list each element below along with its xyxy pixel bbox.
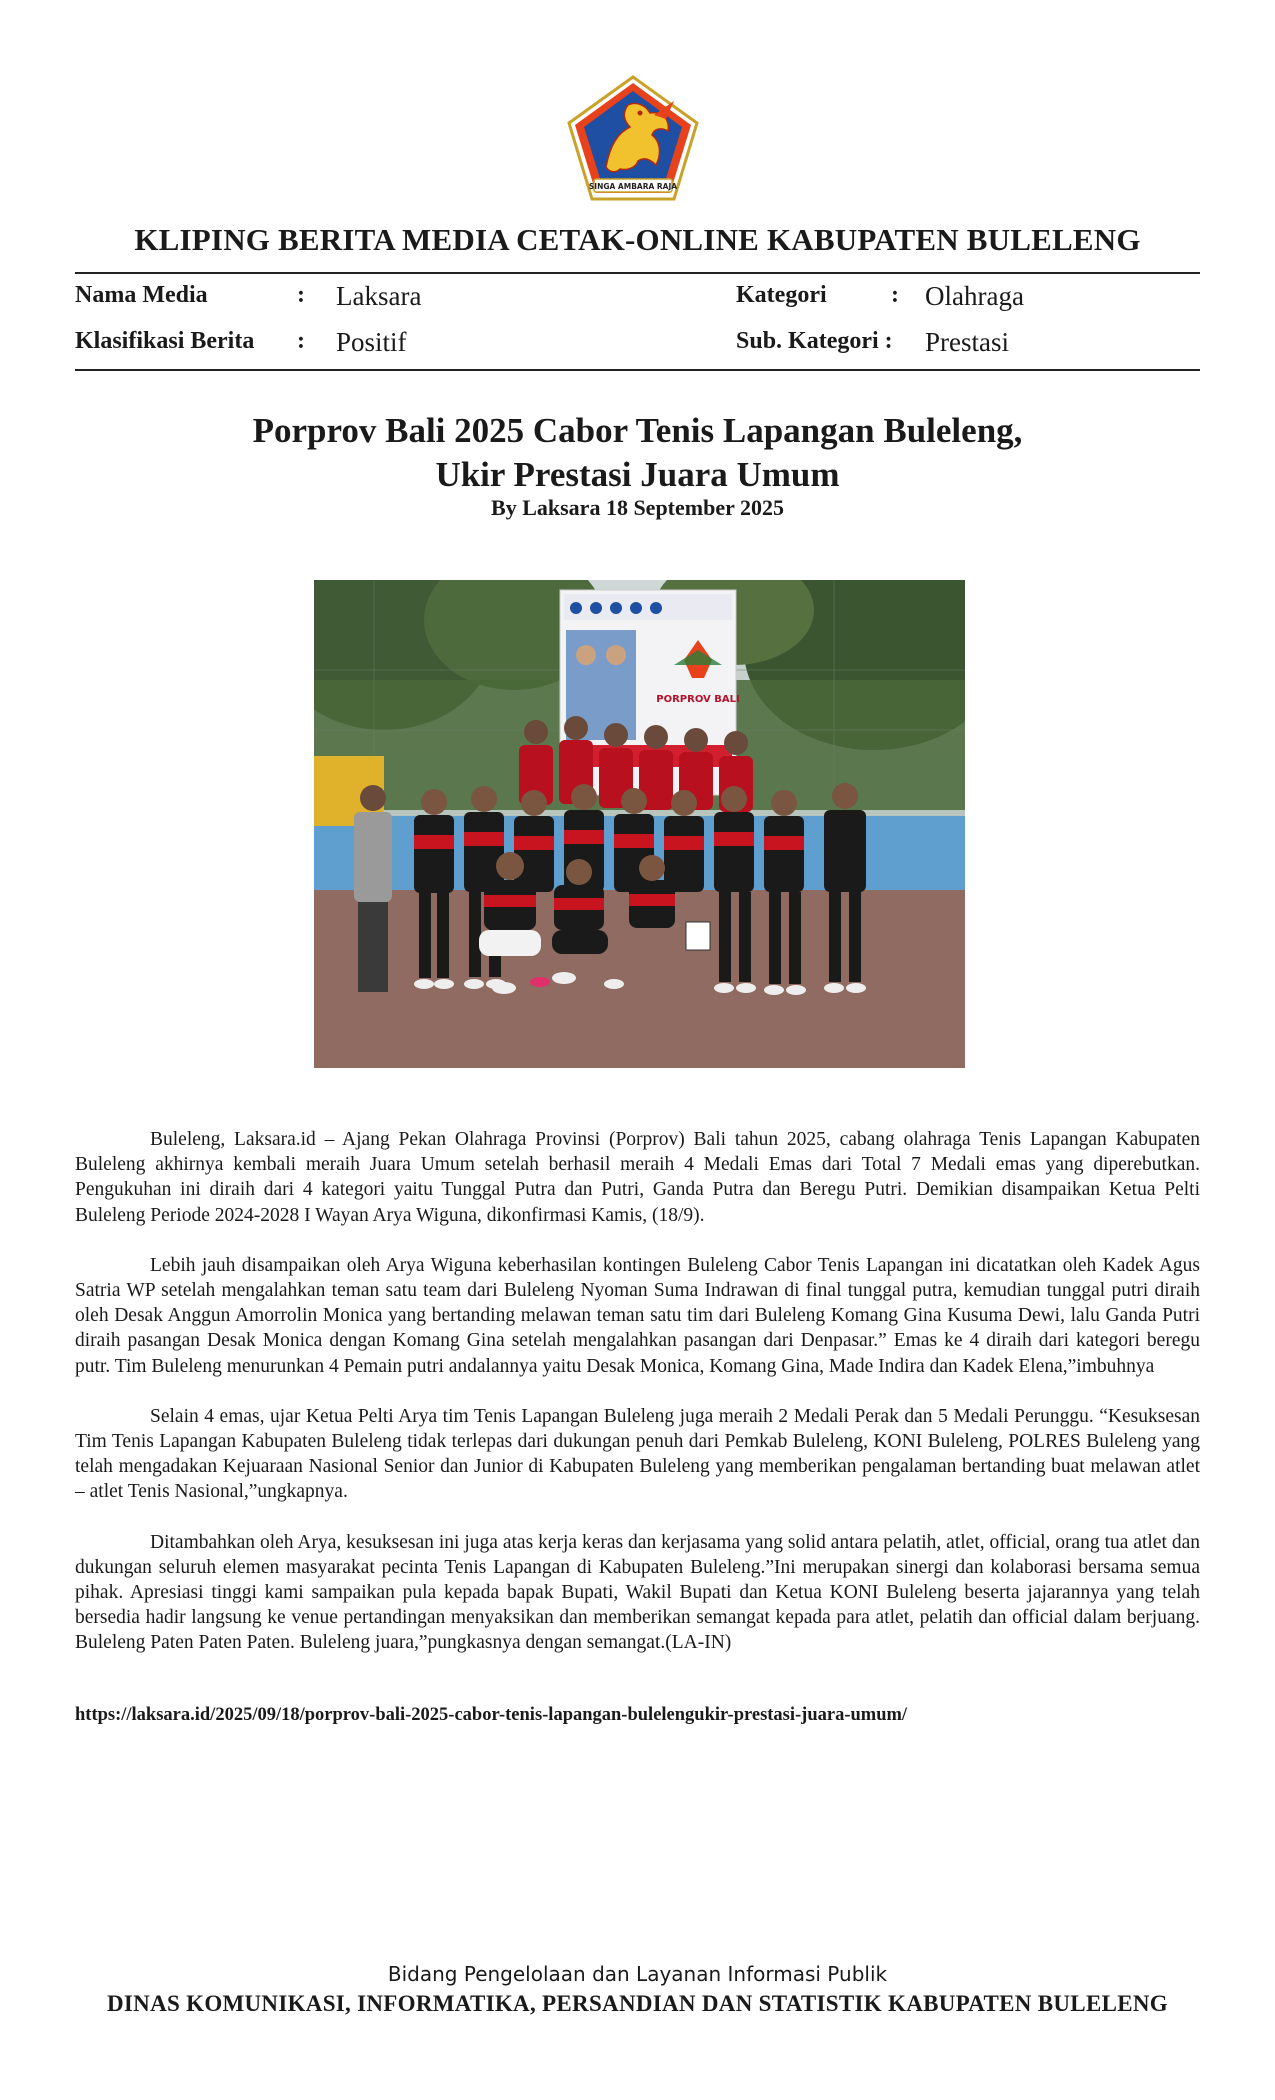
klasifikasi-label: Klasifikasi Berita	[75, 328, 255, 354]
kategori-separator: :	[891, 282, 899, 308]
footer-agency: DINAS KOMUNIKASI, INFORMATIKA, PERSANDIAN DAN STATISTIK KABUPATEN BULELENG	[107, 1991, 1168, 2016]
footer-division: Bidang Pengelolaan dan Layanan Informasi Publik	[387, 1962, 888, 1986]
sub-kategori-label: Sub. Kategori :	[736, 328, 893, 354]
kategori-label: Kategori	[736, 282, 827, 308]
article-title-line-2: Ukir Prestasi Juara Umum	[435, 455, 840, 494]
article-paragraph: Selain 4 emas, ujar Ketua Pelti Arya tim Tenis Lapangan Buleleng juga meraih 2 Medali Perak dan 5 Medali Perunggu. “Kesuksesan Tim Tenis Lapangan Kabupaten Buleleng tidak terlepas dari dukungan penuh dari Pemkab Buleleng, KONI Buleleng, POLRES Buleleng yang telah mengadakan Kejuaraan Nasional Senior dan Junior di Kabupaten Buleleng yang memberikan pengalaman bertanding buat melawan atlet – atlet Tenis Nasional,”ungkapnya.	[75, 1405, 1200, 1503]
source-url-link[interactable]: https://laksara.id/2025/09/18/porprov-bali-2025-cabor-tenis-lapangan-bulelengukir-prestasi-juara-umum/	[75, 1705, 908, 1725]
team-photo	[314, 580, 965, 1068]
buleleng-emblem-logo	[566, 75, 700, 201]
nama-media-separator: :	[297, 282, 305, 308]
article-byline: By Laksara 18 September 2025	[491, 495, 784, 520]
article-title-line-1: Porprov Bali 2025 Cabor Tenis Lapangan Buleleng,	[252, 411, 1023, 450]
meta-right	[736, 279, 1200, 359]
header-divider-bottom	[75, 369, 1200, 371]
meta-left	[75, 279, 675, 359]
article-body	[75, 1127, 1200, 1681]
banner-text: PORPROV BALI	[656, 694, 740, 705]
nama-media-value: Laksara	[336, 281, 422, 311]
sub-kategori-value: Prestasi	[925, 327, 1009, 357]
klasifikasi-separator: :	[297, 328, 305, 354]
header-divider-top	[75, 272, 1200, 274]
nama-media-label: Nama Media	[75, 282, 208, 308]
article-paragraph: Buleleng, Laksara.id – Ajang Pekan Olahraga Provinsi (Porprov) Bali tahun 2025, cabang olahraga Tenis Lapangan Kabupaten Buleleng akhirnya kembali meraih Juara Umum setelah berhasil meraih 4 Medali Emas dari Total 7 Medali emas yang diperebutkan. Pengukuhan ini diraih dari 4 kategori yaitu Tunggal Putra dan Putri, Ganda Putra dan Beregu Putri. Demikian disampaikan Ketua Pelti Buleleng Periode 2024-2028 I Wayan Arya Wiguna, dikonfirmasi Kamis, (18/9).	[75, 1129, 1200, 1226]
kategori-value: Olahraga	[925, 281, 1024, 311]
klasifikasi-value: Positif	[336, 327, 407, 357]
document-header-title: KLIPING BERITA MEDIA CETAK-ONLINE KABUPATEN BULELENG	[134, 222, 1141, 257]
logo-motto: SINGA AMBARA RAJA	[588, 182, 678, 191]
article-paragraph: Lebih jauh disampaikan oleh Arya Wiguna keberhasilan kontingen Buleleng Cabor Tenis Lapangan ini dicatatkan oleh Kadek Agus Satria WP setelah mengalahkan teman satu team dari Buleleng Nyoman Suma Indrawan di final tunggal putra, kemudian tunggal putri diraih oleh Desak Anggun Amorrolin Monica yang bertanding melawan teman satu tim dari Buleleng Komang Gina Kusuma Dewi, lalu Ganda Putri diraih pasangan Desak Monica dengan Komang Gina setelah mengalahkan pasangan dari Denpasar.” Emas ke 4 diraih dari kategori beregu putr. Tim Buleleng menurunkan 4 Pemain putri andalannya yaitu Desak Monica, Komang Gina, Made Indira dan Kadek Elena,”imbuhnya	[75, 1254, 1200, 1377]
article-title	[0, 409, 1275, 497]
article-paragraph: Ditambahkan oleh Arya, kesuksesan ini juga atas kerja keras dan kerjasama yang solid antara pelatih, atlet, official, orang tua atlet dan dukungan seluruh elemen masyarakat pecinta Tenis Lapangan di Kabupaten Buleleng.”Ini merupakan sinergi dan kolaborasi bersama semua pihak. Apresiasi tinggi kami sampaikan pula kepada bapak Bupati, Wakil Bupati dan Ketua KONI Buleleng beserta jajarannya yang telah bersedia hadir langsung ke venue pertandingan menyaksikan dan memberikan semangat kepada para atlet, pelatih dan official dalam berjuang. Buleleng Paten Paten Paten. Buleleng juara,”pungkasnya dengan semangat.(LA-IN)	[75, 1531, 1200, 1654]
